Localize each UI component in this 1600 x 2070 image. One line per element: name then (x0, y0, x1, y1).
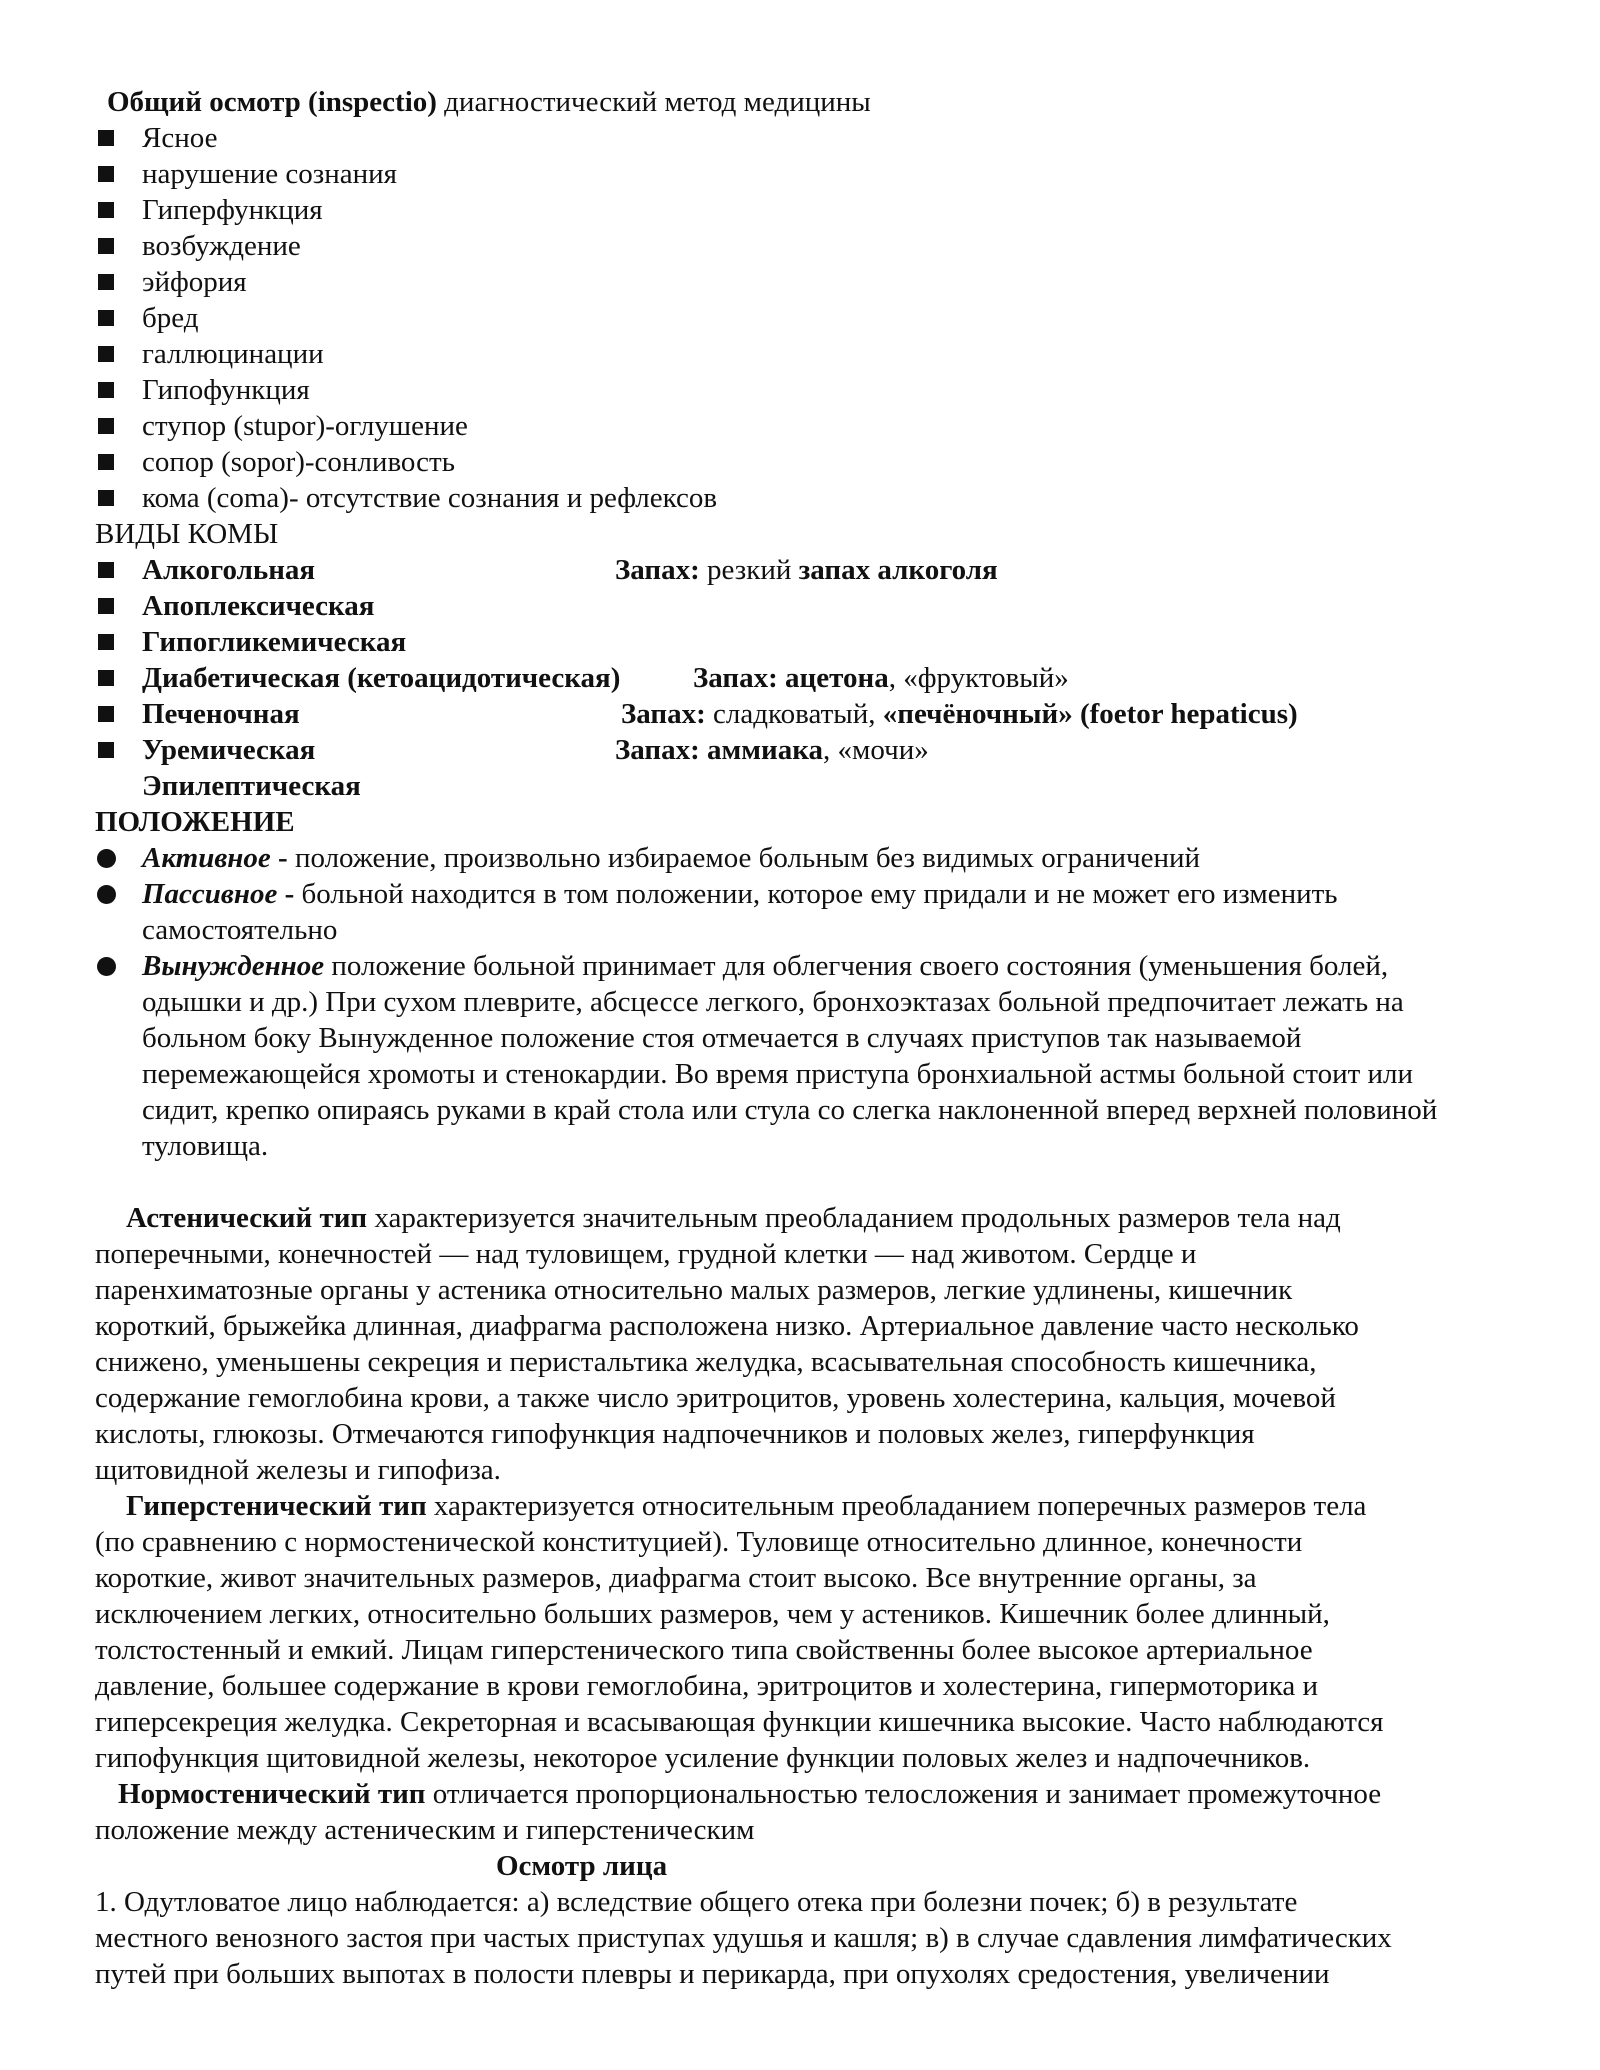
coma-heading: ВИДЫ КОМЫ (95, 518, 279, 550)
list-item: возбуждение (95, 228, 1525, 264)
square-bullet-icon (95, 552, 142, 588)
smell-note: Запах: резкий запах алкоголя (615, 554, 998, 586)
document-page (95, 84, 1525, 1992)
square-bullet-icon (95, 120, 142, 156)
square-bullet-icon (95, 264, 142, 300)
smell-note: Запах: ацетона, «фруктовый» (693, 662, 1069, 694)
smell-note: Запах: аммиака, «мочи» (615, 734, 929, 766)
round-bullet-icon (95, 840, 142, 876)
list-item: сопор (sopor)-сонливость (95, 444, 1525, 480)
face-heading: Осмотр лица (496, 1850, 668, 1882)
consciousness-list (95, 120, 1525, 516)
list-item: Апоплексическая (95, 588, 1525, 624)
list-item: Активное - положение, произвольно избираемое больным без видимых ограничений (95, 840, 1525, 876)
face-paragraph: 1. Одутловатое лицо наблюдается: а) вследствие общего отека при болезни почек; б) в результате местного венозного застоя при частых приступах удушья и кашля; в) в случае сдавления лимфатических путей при больших выпотах в полости плевры и перикарда, при опухолях средостения, увеличении (95, 1886, 1392, 1990)
square-bullet-icon (95, 444, 142, 480)
title-rest: диагностический метод медицины (436, 86, 871, 118)
list-item: Вынужденное положение больной принимает для облегчения своего состояния (уменьшения болей, одышки и др.) При сухом плеврите, абсцессе легкого, бронхоэктазах больной предпочитает лежать на больном боку Вынужденное положение стоя отмечается в случаях приступов так называемой перемежающейся хромоты и стенокардии. Во время приступа бронхиальной астмы больной стоит или сидит, крепко опираясь руками в край стола или стула со слегка наклоненной вперед верхней половиной туловища. (95, 948, 1525, 1164)
list-item: галлюцинации (95, 336, 1525, 372)
asthenic-paragraph: Астенический тип характеризуется значительным преобладанием продольных размеров тела над поперечными, конечностей — над туловищем, грудной клетки — над животом. Сердце и паренхиматозные органы у астеника относительно малых размеров, легкие удлинены, кишечник короткий, брыжейка длинная, диафрагма расположена низко. Артериальное давление часто несколько снижено, уменьшены секреция и перистальтика желудка, всасывательная способность кишечника, содержание гемоглобина крови, а также число эритроцитов, уровень холестерина, кальция, мочевой кислоты, глюкозы. Отмечаются гипофункция надпочечников и половых желез, гиперфункция щитовидной железы и гипофиза. (95, 1202, 1359, 1486)
title-bold: Общий осмотр (inspectio) (107, 86, 437, 118)
normosthenic-paragraph: Нормостенический тип отличается пропорциональностью телосложения и занимает промежуточное положение между астеническим и гиперстеническим (95, 1778, 1382, 1846)
smell-note: Запах: сладковатый, «печёночный» (foetor hepaticus) (621, 698, 1298, 730)
list-item: Уремическая Запах: аммиака, «мочи» (95, 732, 1525, 768)
list-item: Печеночная Запах: сладковатый, «печёночный» (foetor hepaticus) (95, 696, 1525, 732)
square-bullet-icon (95, 588, 142, 624)
square-bullet-icon (95, 300, 142, 336)
square-bullet-icon (95, 696, 142, 732)
hypersthenic-paragraph: Гиперстенический тип характеризуется относительным преобладанием поперечных размеров тела (по сравнению с нормостенической конституцией). Туловище относительно длинное, конечности короткие, живот значительных размеров, диафрагма стоит высоко. Все внутренние органы, за исключением легких, относительно больших размеров, чем у астеников. Кишечник более длинный, толстостенный и емкий. Лицам гиперстенического типа свойственны более высокое артериальное давление, большее содержание в крови гемоглобина, эритроцитов и холестерина, гипермоторика и гиперсекреция желудка. Секреторная и всасывающая функции кишечника высокие. Часто наблюдаются гипофункция щитовидной железы, некоторое усиление функции половых желез и надпочечников. (95, 1490, 1384, 1774)
list-item: Гипогликемическая (95, 624, 1525, 660)
square-bullet-icon (95, 408, 142, 444)
list-item: Гипофункция (95, 372, 1525, 408)
square-bullet-icon (95, 156, 142, 192)
list-item: бред (95, 300, 1525, 336)
square-bullet-icon (95, 228, 142, 264)
list-item: Диабетическая (кетоацидотическая) Запах: ацетона, «фруктовый» (95, 660, 1525, 696)
list-item: Ясное (95, 120, 1525, 156)
list-item: Алкогольная Запах: резкий запах алкоголя (95, 552, 1525, 588)
list-item: Гиперфункция (95, 192, 1525, 228)
square-bullet-icon (95, 192, 142, 228)
round-bullet-icon (95, 876, 142, 912)
square-bullet-icon (95, 480, 142, 516)
document-title (95, 84, 1525, 120)
list-item: Эпилептическая (142, 770, 361, 802)
square-bullet-icon (95, 336, 142, 372)
coma-types-list (95, 552, 1525, 804)
list-item: кома (coma)- отсутствие сознания и рефлексов (95, 480, 1525, 516)
square-bullet-icon (95, 732, 142, 768)
list-item: ступор (stupor)-оглушение (95, 408, 1525, 444)
list-item: нарушение сознания (95, 156, 1525, 192)
square-bullet-icon (95, 660, 142, 696)
square-bullet-icon (95, 372, 142, 408)
square-bullet-icon (95, 624, 142, 660)
list-item: Пассивное - больной находится в том положении, которое ему придали и не может его изменить самостоятельно (95, 876, 1525, 948)
position-heading: ПОЛОЖЕНИЕ (95, 806, 295, 838)
list-item: эйфория (95, 264, 1525, 300)
positions-list (95, 840, 1525, 1164)
round-bullet-icon (95, 948, 142, 984)
